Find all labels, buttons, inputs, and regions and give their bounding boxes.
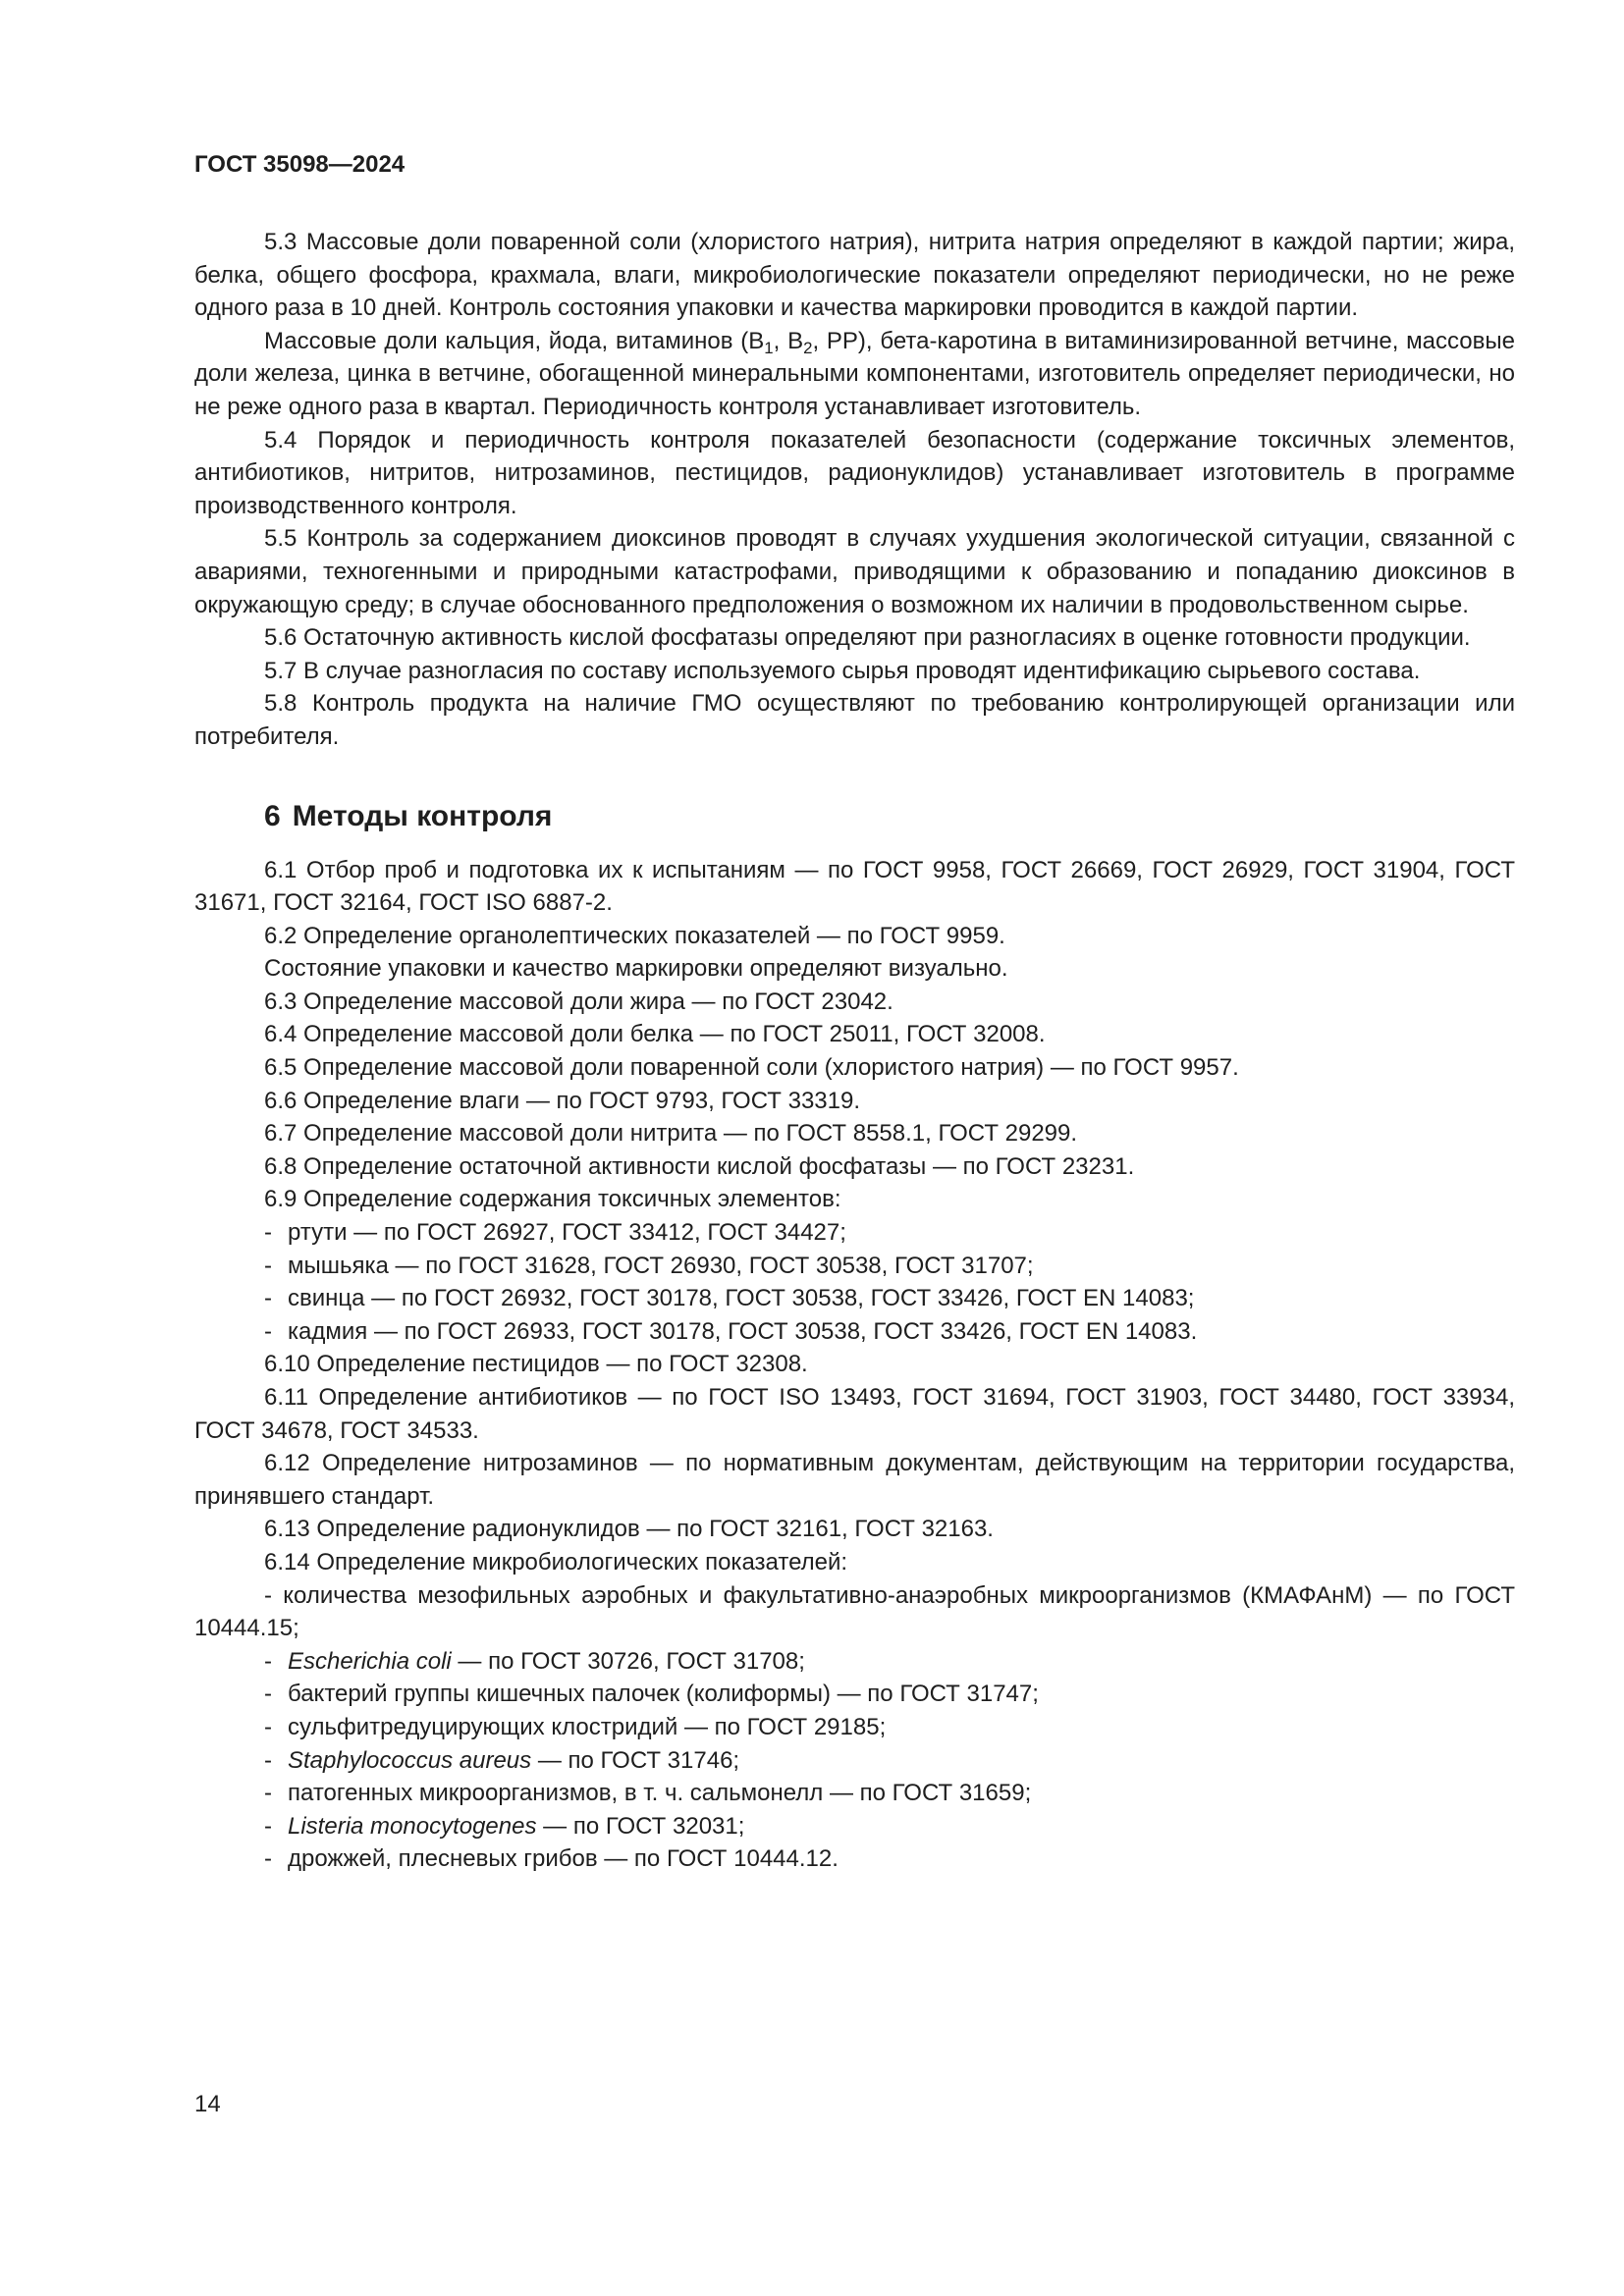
- list-item-text: количества мезофильных аэробных и факультативно-анаэробных микроорганизмов (КМАФАнМ) — по ГОСТ 10444.15;: [194, 1581, 1515, 1642]
- paragraph-6-2-visual: Состояние упаковки и качество маркировки определяют визуально.: [264, 955, 1008, 983]
- list-item-listeria: [194, 1810, 1515, 1843]
- paragraph-6-10: 6.10 Определение пестицидов — по ГОСТ 32308.: [264, 1351, 808, 1378]
- document-body: [194, 226, 1515, 1876]
- list-dash: -: [264, 1285, 272, 1312]
- list-dash: -: [264, 1845, 272, 1873]
- list-item-pathogens: [194, 1777, 1515, 1810]
- list-item: [194, 1282, 1515, 1315]
- list-item: [194, 1250, 1515, 1283]
- paragraph-5-3: 5.3 Массовые доли поваренной соли (хлористого натрия), нитрита натрия определяют в каждой партии; жира, белка, общего фосфора, крахмала, влаги, микробиологические показатели определяют периодически, но не реже одного раза в 10 дней. Контроль состояния упаковки и качества маркировки проводится в каждой партии.: [194, 229, 1515, 322]
- paragraph-5-6: 5.6 Остаточную активность кислой фосфатазы определяют при разногласиях в оценке готовности продукции.: [264, 624, 1471, 652]
- page-number: 14: [194, 2091, 221, 2117]
- paragraph-6-5: 6.5 Определение массовой доли поваренной соли (хлористого натрия) — по ГОСТ 9957.: [264, 1054, 1239, 1082]
- list-item-text: свинца — по ГОСТ 26932, ГОСТ 30178, ГОСТ 30538, ГОСТ 33426, ГОСТ EN 14083;: [288, 1285, 1195, 1312]
- list-item-yeasts: [194, 1842, 1515, 1876]
- paragraph-6-6: 6.6 Определение влаги — по ГОСТ 9793, ГОСТ 33319.: [264, 1087, 860, 1114]
- paragraph-6-7: 6.7 Определение массовой доли нитрита — по ГОСТ 8558.1, ГОСТ 29299.: [264, 1120, 1078, 1148]
- list-item-clostridia: [194, 1711, 1515, 1744]
- list-item-text: ртути — по ГОСТ 26927, ГОСТ 33412, ГОСТ 34427;: [288, 1219, 846, 1247]
- paragraph-6-2: 6.2 Определение органолептических показателей — по ГОСТ 9959.: [264, 922, 1005, 949]
- paragraph-6-12: 6.12 Определение нитрозаминов — по нормативным документам, действующим на территории государства, принявшего стандарт.: [194, 1450, 1515, 1510]
- paragraph-6-9: 6.9 Определение содержания токсичных элементов:: [264, 1186, 841, 1213]
- paragraph-6-11: 6.11 Определение антибиотиков — по ГОСТ ISO 13493, ГОСТ 31694, ГОСТ 31903, ГОСТ 34480, ГОСТ 33934, ГОСТ 34678, ГОСТ 34533.: [194, 1384, 1515, 1444]
- section-title: Методы контроля: [292, 799, 553, 832]
- list-item: [194, 1315, 1515, 1349]
- list-item-coliforms: [194, 1678, 1515, 1711]
- paragraph-6-14: 6.14 Определение микробиологических показателей:: [264, 1548, 848, 1575]
- list-dash: -: [264, 1681, 272, 1708]
- list-dash: -: [264, 1647, 272, 1675]
- paragraph-5-8: 5.8 Контроль продукта на наличие ГМО осуществляют по требованию контролирующей организации или потребителя.: [194, 690, 1515, 750]
- list-item: [194, 1216, 1515, 1250]
- list-item-text: кадмия — по ГОСТ 26933, ГОСТ 30178, ГОСТ 30538, ГОСТ 33426, ГОСТ EN 14083.: [288, 1317, 1198, 1345]
- subscript: 1: [764, 338, 774, 357]
- paragraph-5-3-vitamins: [194, 325, 1515, 424]
- list-dash: -: [264, 1581, 284, 1609]
- list-item-text: бактерий группы кишечных палочек (колиформы) — по ГОСТ 31747;: [288, 1681, 1039, 1708]
- list-item-text: — по ГОСТ 32031;: [536, 1812, 745, 1840]
- list-item-kmafanm: [194, 1579, 1515, 1645]
- section-number: 6: [264, 799, 281, 832]
- paragraph-6-3: 6.3 Определение массовой доли жира — по ГОСТ 23042.: [264, 988, 893, 1015]
- text-part: Массовые доли кальция, йода, витаминов (B: [264, 327, 765, 354]
- paragraph-5-7: 5.7 В случае разногласия по составу используемого сырья проводят идентификацию сырьевого состава.: [264, 657, 1421, 684]
- list-item-text: мышьяка — по ГОСТ 31628, ГОСТ 26930, ГОСТ 30538, ГОСТ 31707;: [288, 1252, 1034, 1279]
- list-dash: -: [264, 1780, 272, 1807]
- list-item-text: патогенных микроорганизмов, в т. ч. сальмонелл — по ГОСТ 31659;: [288, 1780, 1032, 1807]
- list-dash: -: [264, 1317, 272, 1345]
- paragraph-6-8: 6.8 Определение остаточной активности кислой фосфатазы — по ГОСТ 23231.: [264, 1152, 1135, 1180]
- list-item-staph: [194, 1744, 1515, 1778]
- paragraph-6-13: 6.13 Определение радионуклидов — по ГОСТ 32161, ГОСТ 32163.: [264, 1516, 994, 1543]
- paragraph-6-1: 6.1 Отбор проб и подготовка их к испытаниям — по ГОСТ 9958, ГОСТ 26669, ГОСТ 26929, ГОСТ 31904, ГОСТ 31671, ГОСТ 32164, ГОСТ ISO 6887-2.: [194, 856, 1515, 917]
- text-part: , B: [773, 327, 804, 354]
- list-dash: -: [264, 1812, 272, 1840]
- document-header: ГОСТ 35098—2024: [194, 151, 406, 178]
- paragraph-5-5: 5.5 Контроль за содержанием диоксинов проводят в случаях ухудшения экологической ситуации, связанной с авариями, техногенными и природными катастрофами, приводящими к образованию и попаданию диоксинов в окружающую среду; в случае обоснованного предположения о возможном их наличии в продовольственном сырье.: [194, 525, 1515, 618]
- list-item-text: дрожжей, плесневых грибов — по ГОСТ 10444.12.: [288, 1845, 839, 1873]
- paragraph-5-4: 5.4 Порядок и периодичность контроля показателей безопасности (содержание токсичных элементов, антибиотиков, нитритов, нитрозаминов, пестицидов, радионуклидов) устанавливает изготовитель в программе производственного контроля.: [194, 426, 1515, 519]
- organism-name: Escherichia coli: [288, 1647, 452, 1675]
- list-dash: -: [264, 1713, 272, 1740]
- organism-name: Staphylococcus aureus: [288, 1746, 532, 1774]
- paragraph-6-4: 6.4 Определение массовой доли белка — по ГОСТ 25011, ГОСТ 32008.: [264, 1021, 1046, 1048]
- list-item-text: — по ГОСТ 30726, ГОСТ 31708;: [451, 1647, 805, 1675]
- list-dash: -: [264, 1219, 272, 1247]
- list-dash: -: [264, 1746, 272, 1774]
- section-heading-6: [264, 797, 1515, 836]
- list-item-ecoli: [194, 1645, 1515, 1679]
- list-item-text: сульфитредуцирующих клостридий — по ГОСТ 29185;: [288, 1713, 887, 1740]
- list-dash: -: [264, 1252, 272, 1279]
- subscript: 2: [803, 338, 813, 357]
- text-part: , PP), бета-каротина в витаминизированной ветчине, массовые доли железа, цинка в ветчине, обогащенной минеральными компонентами, изготовитель определяет периодически, но не реже одного раза в квартал. Периодичность контроля устанавливает изготовитель.: [194, 327, 1515, 420]
- list-item-text: — по ГОСТ 31746;: [531, 1746, 740, 1774]
- organism-name: Listeria monocytogenes: [288, 1812, 537, 1840]
